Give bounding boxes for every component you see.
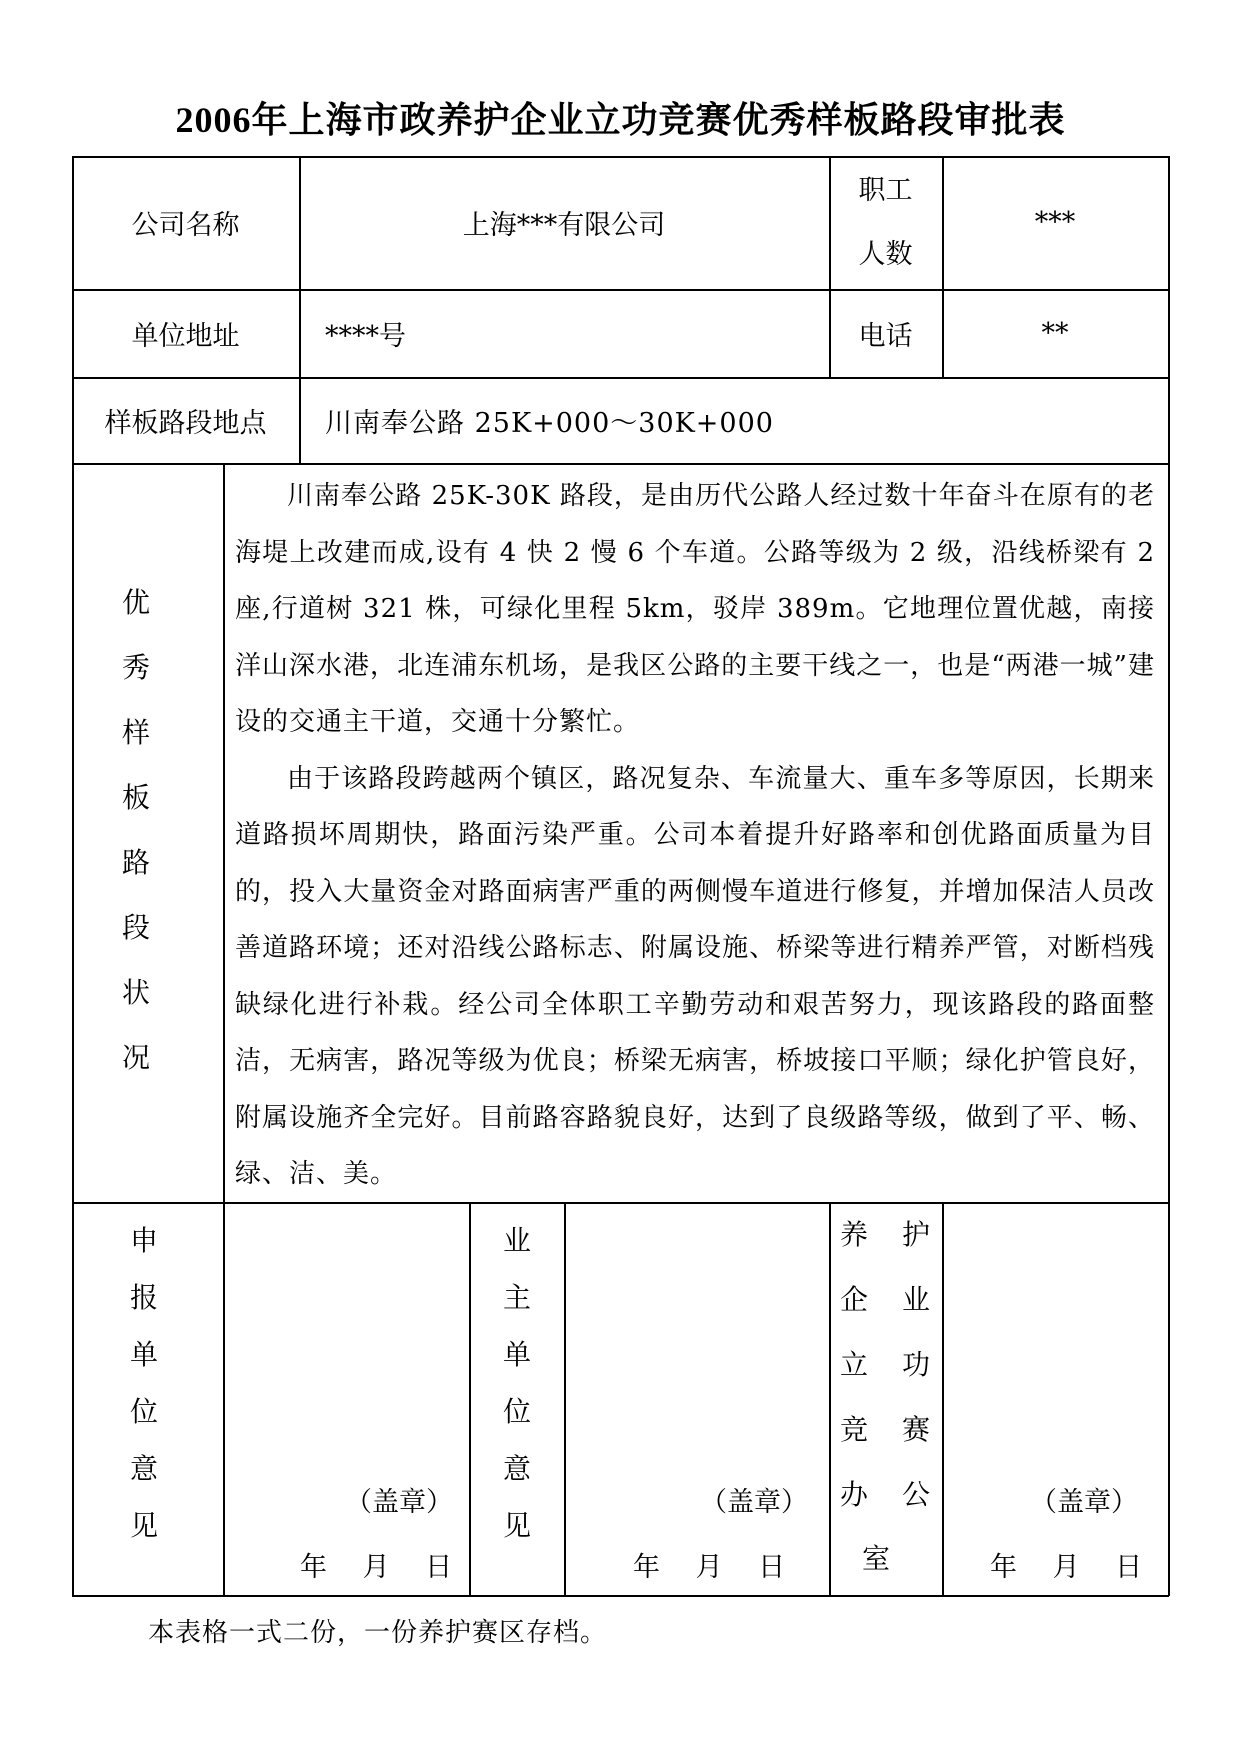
office-date: 年 月 日 — [990, 1552, 1143, 1583]
applicant-opinion-char: 单 — [130, 1338, 159, 1371]
office-char: 护 — [901, 1218, 930, 1251]
staff-count-label-line2: 人数 — [858, 238, 913, 270]
owner-opinion-char: 意 — [503, 1452, 532, 1485]
status-label-char: 板 — [122, 781, 151, 814]
office-char: 竞 — [839, 1413, 868, 1446]
owner-opinion-label — [503, 1212, 531, 1554]
owner-opinion-char: 位 — [503, 1395, 532, 1428]
office-stamp: （盖章） — [1030, 1487, 1138, 1518]
footer-note: 本表格一式二份，一份养护赛区存档。 — [148, 1618, 608, 1648]
site-label: 样板路段地点 — [104, 407, 267, 439]
status-paragraph-1: 川南奉公路 25K-30K 路段，是由历代公路人经过数十年奋斗在原有的老海堤上改建而成,设有 4 快 2 慢 6 个车道。公路等级为 2 级，沿线桥梁有 2 座,行道树 321 株，可绿化里程 5km，驳岸 389m。它地理位置优越，南接洋山深水港，北连浦东机场，是我区公路的主要干线之一，也是“两港一城”建设的交通主干道，交通十分繁忙。 — [235, 481, 1155, 737]
office-char: 企 — [839, 1283, 868, 1316]
office-char: 办 — [839, 1478, 868, 1511]
status-label — [122, 570, 150, 1090]
address-label: 单位地址 — [131, 320, 240, 352]
status-label-char: 样 — [122, 716, 151, 749]
applicant-opinion-char: 申 — [130, 1224, 159, 1257]
owner-opinion-char: 业 — [503, 1224, 532, 1257]
status-label-char: 路 — [122, 846, 151, 879]
office-char: 立 — [839, 1348, 868, 1381]
page-title: 2006年上海市政养护企业立功竞赛优秀样板路段审批表 — [175, 100, 1066, 140]
office-char: 赛 — [901, 1413, 930, 1446]
company-name-value: 上海***有限公司 — [462, 210, 666, 241]
applicant-date: 年 月 日 — [300, 1552, 453, 1583]
owner-opinion-char: 主 — [503, 1281, 532, 1314]
owner-stamp: （盖章） — [700, 1487, 808, 1518]
applicant-stamp: （盖章） — [345, 1487, 453, 1518]
phone-label: 电话 — [858, 320, 913, 352]
staff-count-label — [829, 156, 942, 289]
office-opinion-label-last — [862, 1530, 890, 1587]
address-value: ****号 — [325, 320, 406, 352]
owner-date: 年 月 日 — [633, 1552, 786, 1583]
applicant-opinion-char: 意 — [130, 1452, 159, 1485]
office-char: 公 — [901, 1478, 930, 1511]
office-char: 业 — [901, 1283, 930, 1316]
site-value: 川南奉公路 25K+000～30K+000 — [325, 407, 774, 439]
office-char: 养 — [839, 1218, 868, 1251]
owner-opinion-char: 见 — [503, 1509, 532, 1542]
applicant-opinion-char: 见 — [130, 1509, 159, 1542]
staff-count-label-line1: 职工 — [858, 174, 913, 206]
company-name-label: 公司名称 — [131, 210, 240, 241]
status-label-char: 况 — [122, 1041, 151, 1074]
staff-count-value: *** — [1034, 207, 1076, 238]
owner-opinion-char: 单 — [503, 1338, 532, 1371]
office-opinion-label — [834, 1202, 936, 1527]
status-description — [235, 468, 1155, 1203]
office-char: 室 — [862, 1542, 891, 1575]
office-char: 功 — [901, 1348, 930, 1381]
status-label-char: 段 — [122, 911, 151, 944]
status-label-char: 状 — [122, 976, 151, 1009]
status-label-char: 优 — [122, 586, 151, 619]
applicant-opinion-char: 报 — [130, 1281, 159, 1314]
applicant-opinion-char: 位 — [130, 1395, 159, 1428]
phone-value: ** — [1041, 317, 1069, 349]
status-paragraph-2: 由于该路段跨越两个镇区，路况复杂、车流量大、重车多等原因，长期来道路损坏周期快，路面污染严重。公司本着提升好路率和创优路面质量为目的，投入大量资金对路面病害严重的两侧慢车道进行修复，并增加保洁人员改善道路环境；还对沿线公路标志、附属设施、桥梁等进行精养严管，对断档残缺绿化进行补栽。经公司全体职工辛勤劳动和艰苦努力，现该路段的路面整洁，无病害，路况等级为优良；桥梁无病害，桥坡接口平顺；绿化护管良好，附属设施齐全完好。目前路容路貌良好，达到了良级路等级，做到了平、畅、绿、洁、美。 — [235, 763, 1155, 1189]
status-label-char: 秀 — [122, 651, 151, 684]
applicant-opinion-label — [130, 1212, 158, 1554]
